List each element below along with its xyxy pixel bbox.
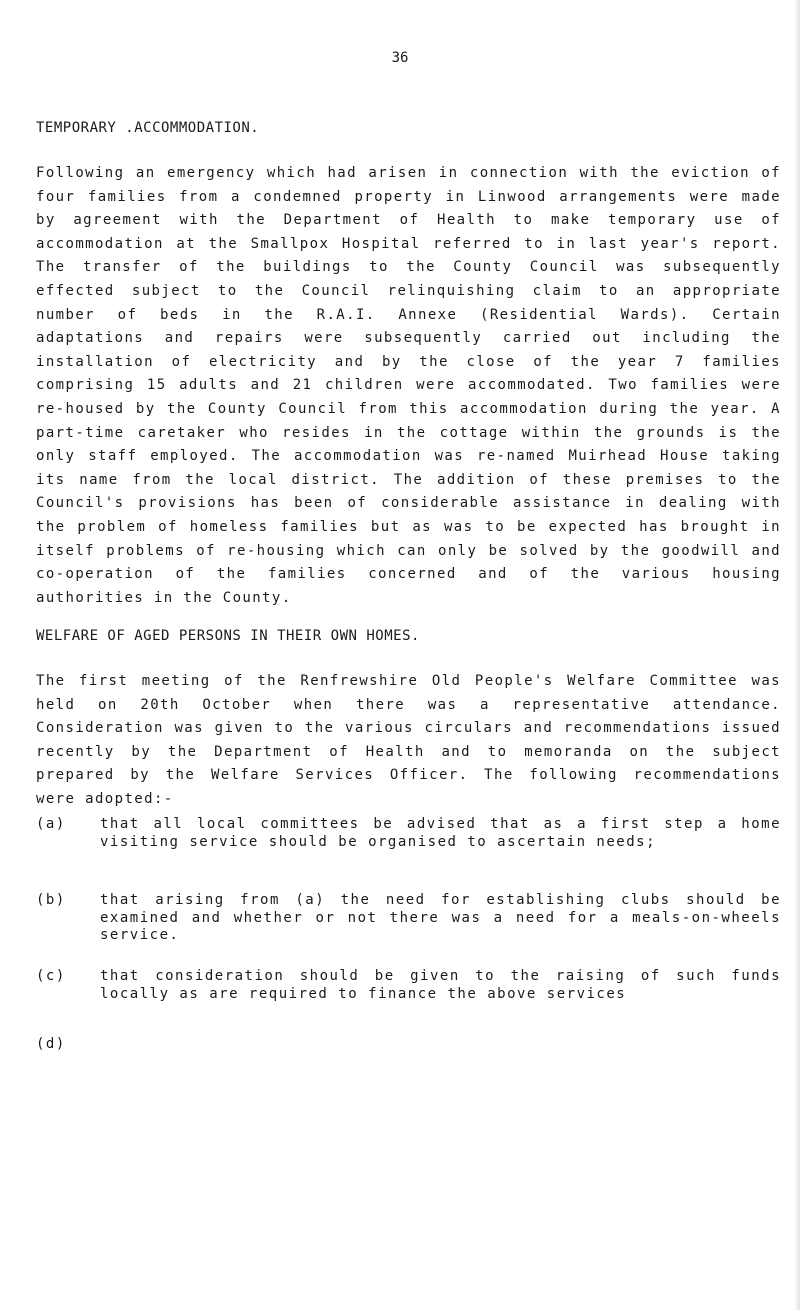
page-edge-shadow [794, 0, 800, 1310]
list-item-d [36, 1036, 781, 1054]
list-marker: (d) [36, 1036, 66, 1052]
page-number: 36 [391, 50, 409, 66]
list-item-b [36, 892, 781, 945]
list-item-text: that all local committees be advised that as a first step a home visiting service should be organised to ascertain needs; [100, 816, 781, 850]
section-heading-welfare-aged: WELFARE OF AGED PERSONS IN THEIR OWN HOMES. [36, 628, 420, 644]
list-item-c [36, 968, 781, 1003]
welfare-aged-paragraph: The first meeting of the Renfrewshire Old People's Welfare Committee was held on 20th October when there was a representative attendance. Consideration was given to the various circulars and recommendations issued recently by the Department of Health and to memoranda on the subject prepared by the Welfare Services Officer. The following recommendations were adopted:- [36, 673, 781, 807]
list-marker: (a) [36, 816, 66, 832]
temporary-accommodation-paragraph: Following an emergency which had arisen in connection with the eviction of four families from a condemned property in Linwood arrangements were made by agreement with the Department of Health to make temporary use of accommodation at the Smallpox Hospital referred to in last year's report. The transfer of the buildings to the County Council was subsequently effected subject to the Council relinquishing claim to an appropriate number of beds in the R.A.I. Annexe (Residential Wards). Certain adaptations and repairs were subsequently carried out including the installation of electricity and by the close of the year 7 families comprising 15 adults and 21 children were accommodated. Two families were re-housed by the County Council from this accommodation during the year. A part-time caretaker who resides in the cottage within the grounds is the only staff employed. The accommodation was re-named Muirhead House taking its name from the local district. The addition of these premises to the Council's provisions has been of considerable assistance in dealing with the problem of homeless families but as was to be expected has brought in itself problems of re-housing which can only be solved by the goodwill and co-operation of the families concerned and of the various housing authorities in the County. [36, 165, 781, 606]
list-marker: (c) [36, 968, 66, 984]
list-item-text: that consideration should be given to the raising of such funds locally as are required to finance the above services [100, 968, 781, 1002]
list-item-text [100, 1036, 781, 1054]
list-marker: (b) [36, 892, 66, 908]
list-item-a [36, 816, 781, 851]
list-item-text: that arising from (a) the need for establishing clubs should be examined and whether or not there was a need for a meals-on-wheels service. [100, 892, 781, 943]
section-heading-temporary-accommodation: TEMPORARY .ACCOMMODATION. [36, 120, 260, 136]
